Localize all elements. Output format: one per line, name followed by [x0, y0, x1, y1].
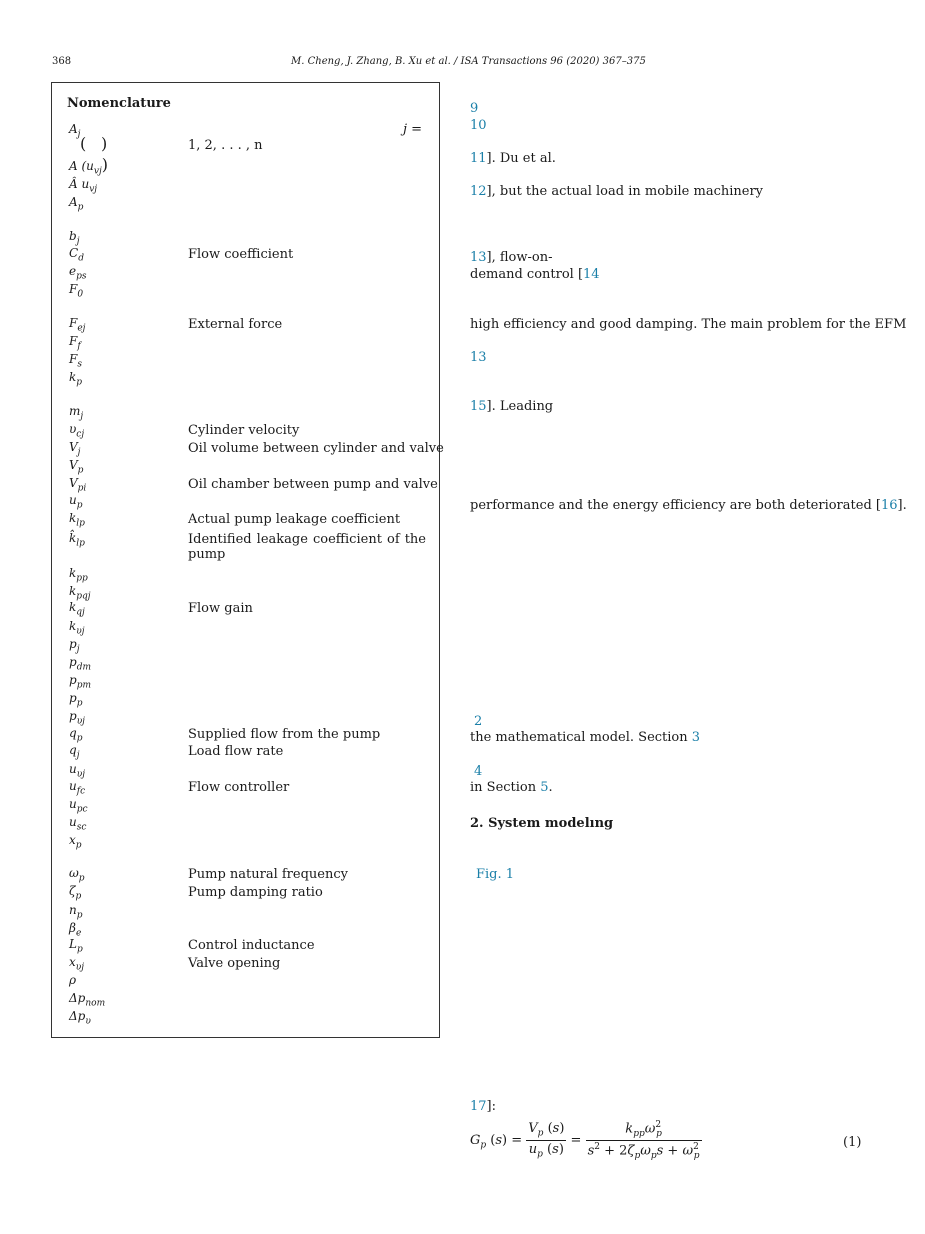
nomenclature-description: Pump natural frequency: [188, 867, 348, 882]
nomenclature-symbol: $V_p$: [69, 458, 84, 476]
nomenclature-symbol: $k_{pqj}$: [69, 584, 91, 602]
nomenclature-symbol: $\Delta p_{nom}$: [69, 991, 106, 1009]
ref15-line: 15]. Leading: [470, 399, 554, 414]
nomenclature-symbol: $F_{ej}$: [69, 316, 86, 334]
ref-17[interactable]: 17: [470, 1099, 487, 1114]
nomenclature-symbol: $V_{pi}$: [69, 476, 87, 494]
ref-11[interactable]: 11: [470, 151, 487, 166]
nomenclature-description: Flow gain: [188, 601, 253, 616]
section-2-ref[interactable]: 2: [474, 714, 483, 729]
nomenclature-symbol: $p_p$: [69, 691, 83, 709]
ref-13a[interactable]: 13: [470, 250, 487, 265]
nomenclature-symbol: $A_p$: [69, 195, 84, 213]
section-4-ref[interactable]: 4: [474, 764, 483, 779]
ref-16[interactable]: 16: [880, 498, 898, 513]
nomenclature-symbol: $V_j$: [69, 440, 81, 458]
nomenclature-symbol: $e_{ps}$: [69, 264, 87, 282]
section-heading: 2. System modelıng: [470, 816, 614, 831]
nomenclature-symbol: $u_{pc}$: [69, 797, 88, 815]
nomenclature-symbol: $F_f$: [69, 334, 81, 352]
nomenclature-symbol: $u_{fc}$: [69, 779, 86, 797]
paren-open: (: [80, 134, 87, 153]
fig-1-ref[interactable]: Fig. 1: [476, 867, 515, 882]
nomenclature-symbol: $q_p$: [69, 726, 83, 744]
nomenclature-title: Nomenclature: [67, 96, 171, 111]
nomenclature-symbol: $k_p$: [69, 370, 83, 388]
nomenclature-symbol: Â $u_{vj}$: [69, 177, 98, 195]
nomenclature-description: Identified leakage coefficient of the pump: [188, 532, 426, 562]
nomenclature-symbol: $k_{pp}$: [69, 566, 88, 584]
aj-range-prefix: j =: [403, 122, 423, 137]
nomenclature-symbol: $x_p$: [69, 833, 82, 851]
nomenclature-symbol: $k_{lp}$: [69, 511, 85, 529]
flow-demand-line: demand control [14: [470, 267, 600, 282]
nomenclature-description: Pump damping ratio: [188, 885, 323, 900]
equation-number: (1): [843, 1135, 862, 1150]
nomenclature-description: Supplied flow from the pump: [188, 727, 381, 742]
ref17-line: 17]:: [470, 1099, 496, 1114]
ref12-line: 12], but the actual load in mobile machinery: [470, 184, 764, 199]
math-model-line: the mathematical model. Section 3: [470, 730, 701, 745]
nomenclature-symbol: $p_{dm}$: [69, 655, 91, 673]
nomenclature-symbol: $u_{\upsilon j}$: [69, 762, 85, 780]
nomenclature-symbol: $L_p$: [69, 937, 83, 955]
nomenclature-symbol: $\beta_e$: [69, 921, 82, 939]
ref-10[interactable]: 10: [470, 118, 487, 133]
nomenclature-symbol: $\zeta_p$: [69, 884, 82, 902]
section-5-ref[interactable]: 5: [540, 780, 549, 795]
equation-1: $G_p$ (s) = $\frac{V_p (s)}{u_p (s)}$ = $\frac{k_{pp}\omega^2_p}{s^2 + 2\zeta_p\omega_ps + \omega^2_p}$: [470, 1120, 700, 1161]
nomenclature-description: Oil chamber between pump and valve: [188, 477, 438, 492]
ref-13b[interactable]: 13: [470, 350, 487, 365]
nomenclature-symbol: $F_0$: [69, 282, 84, 300]
ref11-line: 11]. Du et al.: [470, 151, 556, 166]
paren-close: ): [101, 134, 108, 153]
nomenclature-symbol: $p_{\upsilon j}$: [69, 709, 85, 727]
nomenclature-description: Load flow rate: [188, 744, 284, 759]
nomenclature-description: Oil volume between cylinder and valve: [188, 441, 444, 456]
nomenclature-symbol: $n_p$: [69, 903, 83, 921]
ref13-line: 13], flow-on-: [470, 250, 553, 265]
ref-12[interactable]: 12: [470, 184, 487, 199]
nomenclature-symbol: ρ: [69, 973, 77, 987]
aj-range: 1, 2, . . . , n: [188, 138, 263, 153]
nomenclature-symbol: $\upsilon_{cj}$: [69, 422, 85, 440]
nomenclature-symbol: $u_p$: [69, 493, 83, 511]
nomenclature-symbol: $k̂_{lp}$: [69, 531, 85, 549]
page-number: 368: [52, 56, 72, 67]
nomenclature-symbol: $F_s$: [69, 352, 82, 370]
nomenclature-symbol: $k_{\upsilon j}$: [69, 619, 85, 637]
nomenclature-symbol: $p_{pm}$: [69, 673, 91, 691]
nomenclature-symbol: $m_j$: [69, 404, 84, 422]
nomenclature-symbol: $k_{qj}$: [69, 600, 85, 618]
performance-line: performance and the energy efficiency are both deteriorated [16].: [470, 498, 907, 513]
nomenclature-symbol: $b_j$: [69, 229, 80, 247]
nomenclature-description: Control inductance: [188, 938, 315, 953]
nomenclature-symbol: $\omega_p$: [69, 866, 85, 884]
nomenclature-symbol: $C_d$: [69, 246, 84, 264]
nomenclature-symbol: $u_{sc}$: [69, 815, 87, 833]
efm-line: high efficiency and good damping. The main problem for the EFM: [470, 317, 907, 332]
ref-14[interactable]: 14: [583, 267, 600, 282]
nomenclature-description: Actual pump leakage coefficient: [188, 512, 401, 527]
nomenclature-description: External force: [188, 317, 283, 332]
nomenclature-symbol: $x_{\upsilon j}$: [69, 955, 85, 973]
nomenclature-description: Flow controller: [188, 780, 290, 795]
nomenclature-symbol: $\Delta p_\upsilon$: [69, 1009, 91, 1027]
nomenclature-description: Valve opening: [188, 956, 281, 971]
ref-9[interactable]: 9: [470, 101, 479, 116]
nomenclature-symbol: A $(u_{vj})$: [69, 155, 109, 177]
running-title: M. Cheng, J. Zhang, B. Xu et al. / ISA Transactions 96 (2020) 367–375: [291, 56, 646, 67]
nomenclature-symbol: $p_j$: [69, 637, 80, 655]
nomenclature-symbol: $q_j$: [69, 743, 80, 761]
section-5-line: in Section 5.: [470, 780, 553, 795]
nomenclature-symbol: $A_j$: [69, 122, 81, 140]
nomenclature-description: Cylinder velocity: [188, 423, 300, 438]
nomenclature-description: Flow coefficient: [188, 247, 294, 262]
ref-15[interactable]: 15: [470, 399, 487, 414]
section-3-ref[interactable]: 3: [691, 730, 701, 745]
